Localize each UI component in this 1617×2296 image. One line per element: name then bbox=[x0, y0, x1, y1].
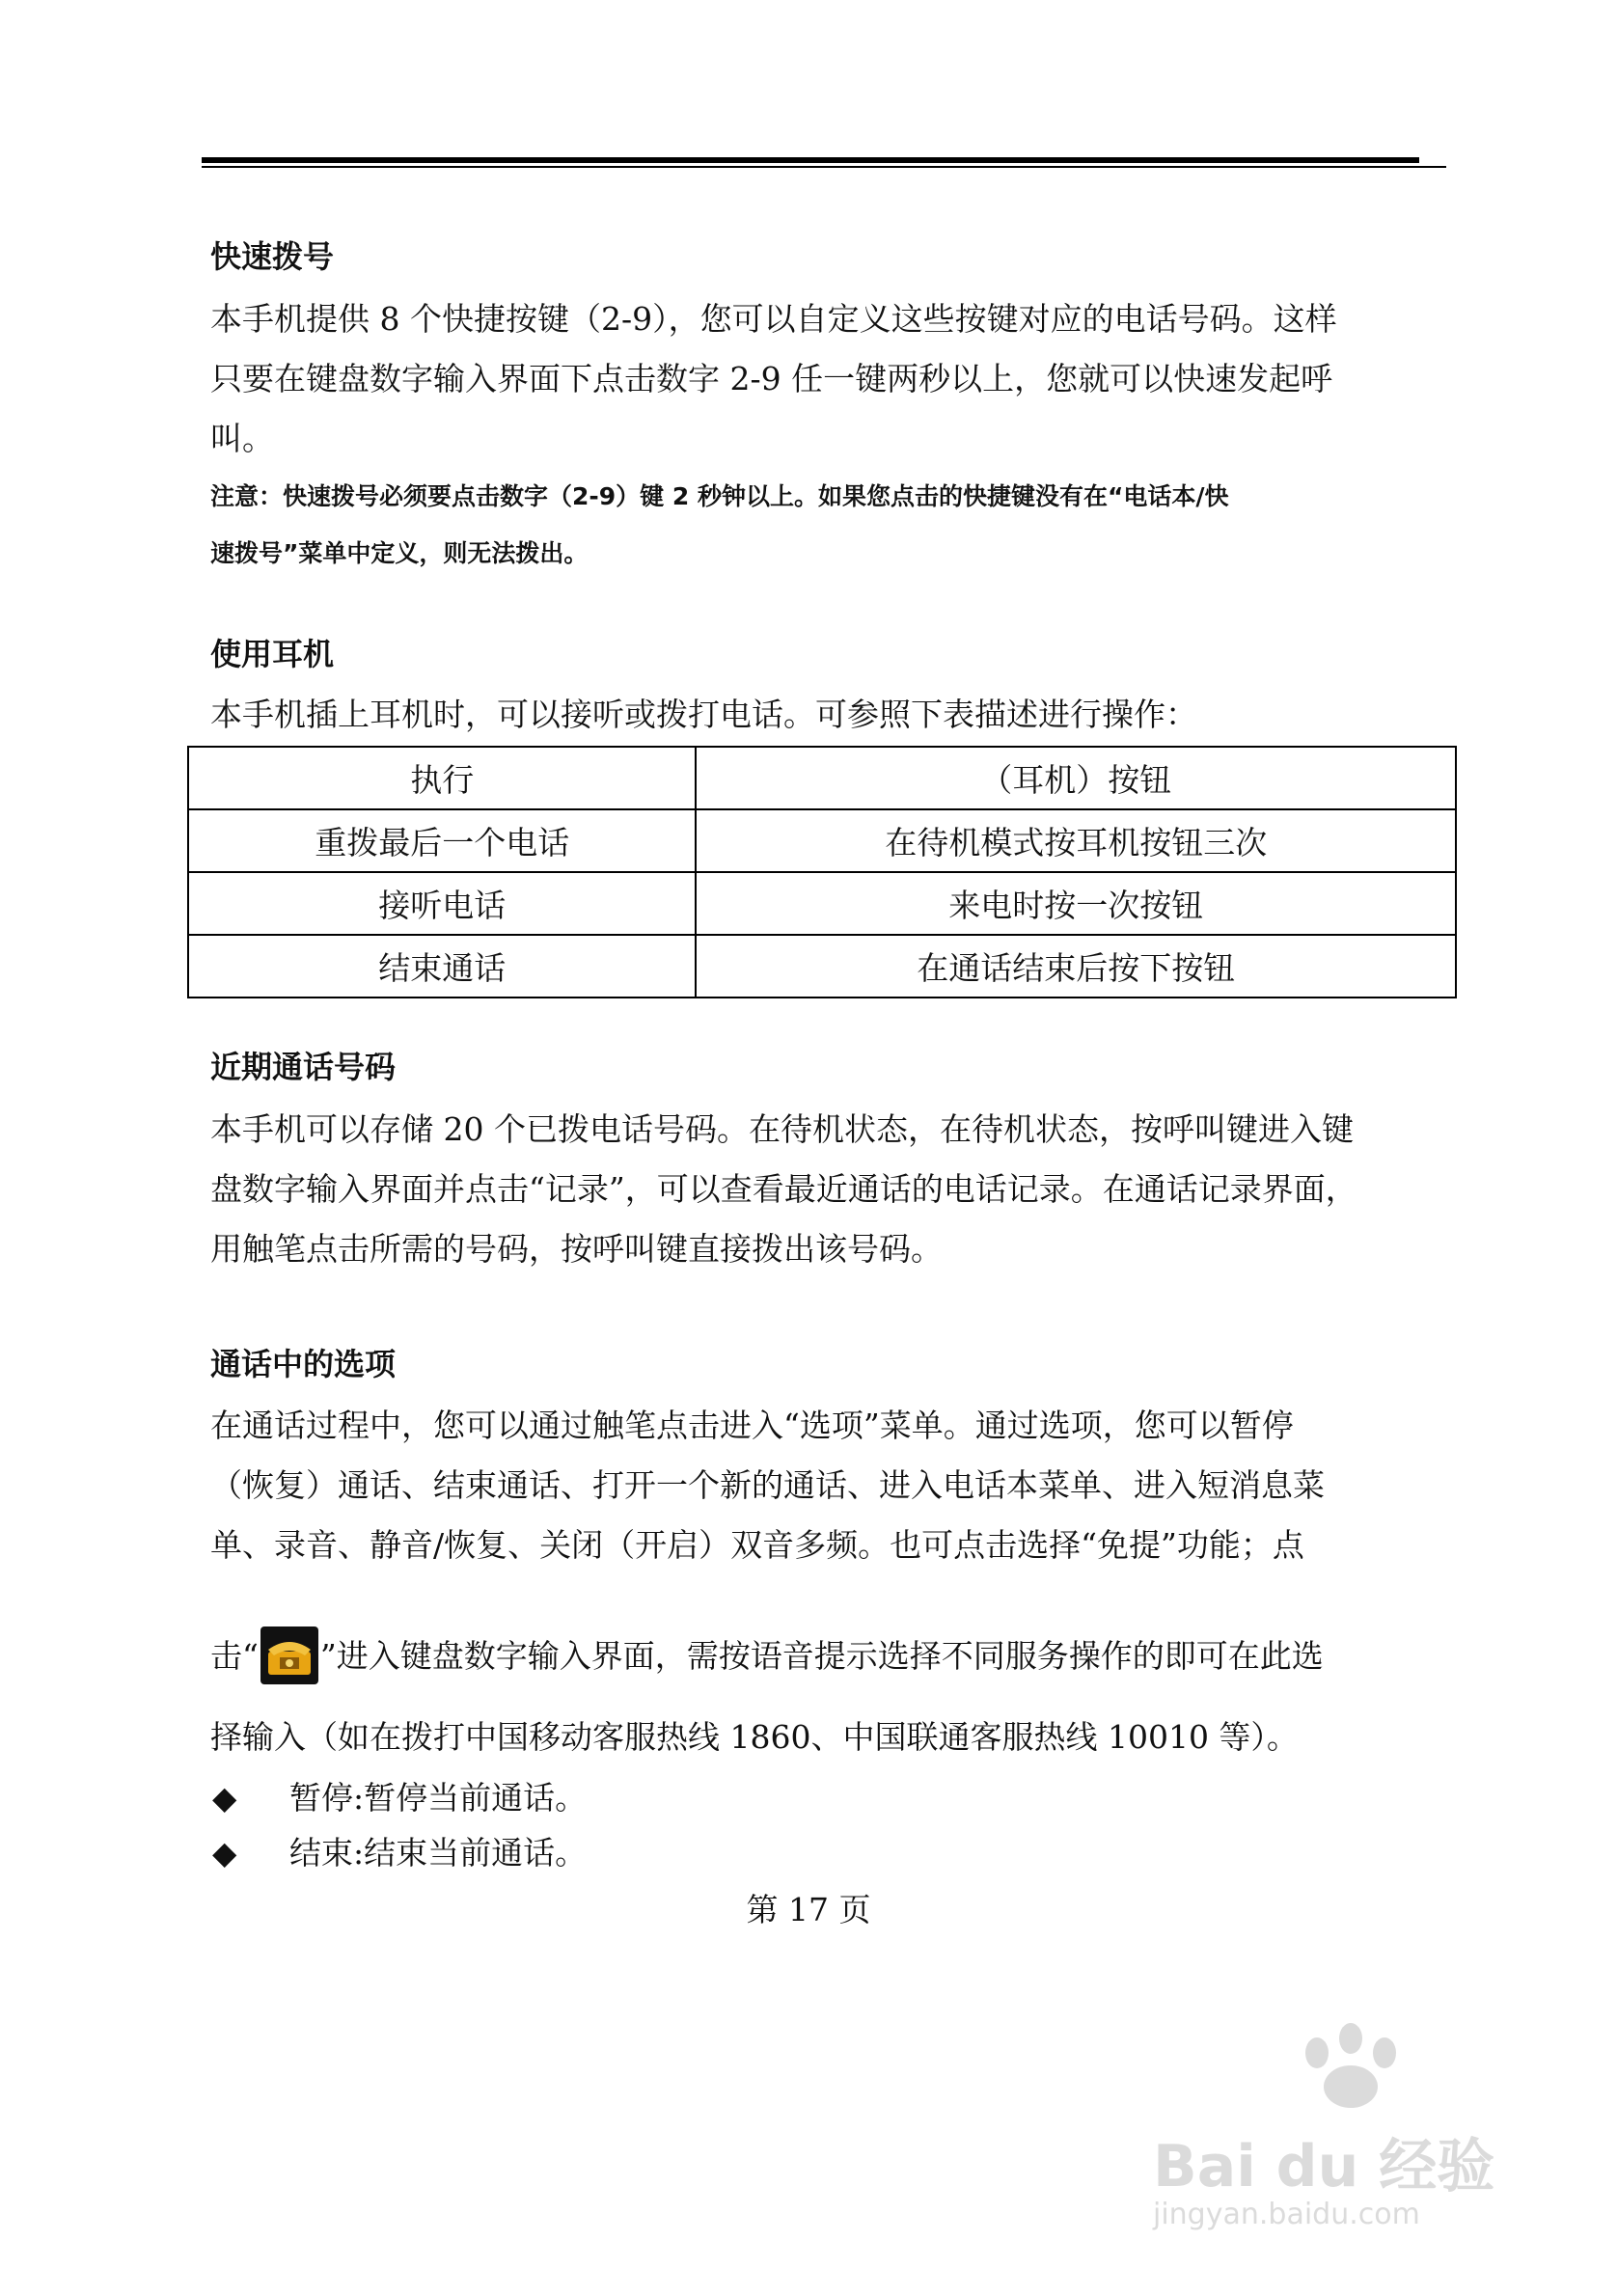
table-header-action: 执行 bbox=[188, 747, 696, 809]
table-cell: 来电时按一次按钮 bbox=[696, 872, 1456, 935]
in-call-line3: 单、录音、静音/恢复、关闭（开启）双音多频。也可点击选择“免提”功能；点 bbox=[210, 1526, 1304, 1564]
telephone-icon bbox=[260, 1626, 318, 1684]
speed-dial-line1: 本手机提供 8 个快捷按键（2-9），您可以自定义这些按键对应的电话号码。这样 bbox=[210, 300, 1337, 338]
table-row bbox=[188, 872, 1456, 935]
in-call-line4-pre: 击“ bbox=[210, 1637, 259, 1675]
header-rule-thin bbox=[202, 166, 1446, 168]
in-call-line1: 在通话过程中，您可以通过触笔点击进入“选项”菜单。通过选项，您可以暂停 bbox=[210, 1407, 1294, 1444]
bullet-text: 结束:结束当前通话。 bbox=[289, 1834, 588, 1872]
table-row bbox=[188, 935, 1456, 998]
table-cell: 结束通话 bbox=[188, 935, 696, 998]
header-rule-thick bbox=[202, 157, 1419, 163]
speed-dial-body bbox=[210, 289, 1438, 469]
speed-dial-line2: 只要在键盘数字输入界面下点击数字 2-9 任一键两秒以上，您就可以快速发起呼 bbox=[210, 360, 1333, 397]
in-call-line2: （恢复）通话、结束通话、打开一个新的通话、进入电话本菜单、进入短消息菜 bbox=[210, 1466, 1325, 1504]
in-call-heading: 通话中的选项 bbox=[210, 1346, 397, 1382]
headset-intro bbox=[210, 685, 1438, 745]
recent-body bbox=[210, 1100, 1438, 1279]
watermark-brand: Bai du 经验 bbox=[1153, 2133, 1495, 2200]
recent-line2: 盘数字输入界面并点击“记录”，可以查看最近通话的电话记录。在通话记录界面， bbox=[210, 1170, 1357, 1208]
headset-section bbox=[210, 635, 1438, 673]
recent-section bbox=[210, 1048, 1438, 1086]
list-item bbox=[212, 1834, 587, 1872]
in-call-line4 bbox=[210, 1621, 1438, 1692]
table-row bbox=[188, 809, 1456, 872]
speed-dial-line3: 叫。 bbox=[210, 420, 274, 457]
diamond-bullet-icon: ◆ bbox=[212, 1779, 237, 1817]
table-header-row bbox=[188, 747, 1456, 809]
recent-line1: 本手机可以存储 20 个已拨电话号码。在待机状态，在待机状态，按呼叫键进入键 bbox=[210, 1110, 1354, 1148]
in-call-section bbox=[210, 1345, 1438, 1383]
in-call-line5: 择输入（如在拨打中国移动客服热线 1860、中国联通客服热线 10010 等）。 bbox=[210, 1718, 1299, 1756]
list-item bbox=[212, 1779, 587, 1818]
baidu-watermark bbox=[1153, 2101, 1539, 2246]
speed-dial-note-line2: 速拨号”菜单中定义，则无法拨出。 bbox=[210, 539, 589, 567]
recent-heading: 近期通话号码 bbox=[210, 1049, 397, 1085]
table-cell: 在待机模式按耳机按钮三次 bbox=[696, 809, 1456, 872]
headset-heading: 使用耳机 bbox=[210, 636, 335, 672]
in-call-line4-post: ”进入键盘数字输入界面，需按语音提示选择不同服务操作的即可在此选 bbox=[319, 1637, 1324, 1675]
table-header-button: （耳机）按钮 bbox=[696, 747, 1456, 809]
in-call-body bbox=[210, 1396, 1438, 1575]
diamond-bullet-icon: ◆ bbox=[212, 1834, 237, 1872]
speed-dial-heading: 快速拨号 bbox=[210, 238, 335, 275]
watermark-url: jingyan.baidu.com bbox=[1153, 2198, 1420, 2231]
speed-dial-note-line1: 注意：快速拨号必须要点击数字（2-9）键 2 秒钟以上。如果您点击的快捷键没有在“电话本/快 bbox=[210, 482, 1229, 510]
paw-icon bbox=[1278, 2014, 1423, 2111]
table-cell: 在通话结束后按下按钮 bbox=[696, 935, 1456, 998]
in-call-line5-block bbox=[210, 1708, 1438, 1767]
table-cell: 接听电话 bbox=[188, 872, 696, 935]
speed-dial-note bbox=[210, 468, 1438, 582]
speed-dial-section bbox=[210, 237, 1438, 276]
table-cell: 重拨最后一个电话 bbox=[188, 809, 696, 872]
headset-table bbox=[187, 746, 1457, 998]
headset-intro-text: 本手机插上耳机时，可以接听或拨打电话。可参照下表描述进行操作： bbox=[210, 696, 1197, 733]
bullet-text: 暂停:暂停当前通话。 bbox=[289, 1779, 588, 1817]
page-number: 第 17 页 bbox=[746, 1891, 871, 1928]
recent-line3: 用触笔点击所需的号码，按呼叫键直接拨出该号码。 bbox=[210, 1230, 943, 1268]
in-call-line4-text bbox=[210, 1621, 1438, 1692]
